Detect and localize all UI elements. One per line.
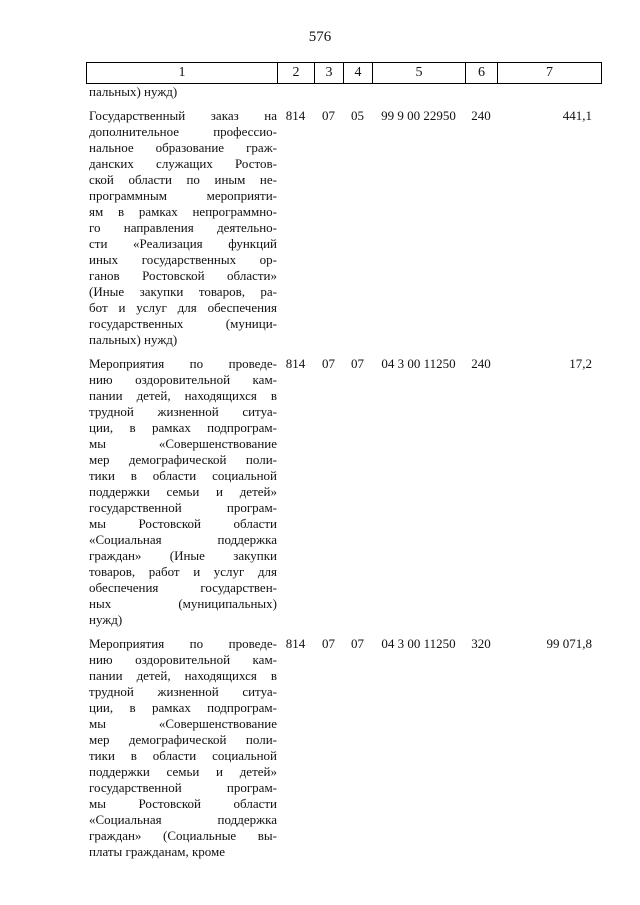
code-subsection: 07 (351, 636, 364, 651)
description-line: ных (муниципальных) (89, 596, 277, 611)
description-line: иных государственных ор- (89, 252, 277, 267)
amount: 99 071,8 (546, 636, 592, 651)
code-target-article: 04 3 00 11250 (381, 636, 456, 651)
header-row (87, 63, 602, 84)
description-line: трудной жизненной ситуа- (89, 684, 277, 699)
description-line: обеспечения государствен- (89, 580, 277, 595)
description-line: «Социальная поддержка (89, 812, 277, 827)
header-col-1: 1 (87, 63, 278, 84)
table-body (86, 84, 601, 860)
description-line: нию оздоровительной кам- (89, 372, 277, 387)
description-line: пании детей, находящихся в (89, 388, 277, 403)
description-line: мер демографической поли- (89, 452, 277, 467)
description-line: государственной програм- (89, 780, 277, 795)
amount: 17,2 (569, 356, 592, 371)
header-col-4: 4 (344, 63, 373, 84)
table-row (86, 636, 601, 860)
code-ministry: 814 (285, 356, 306, 371)
table-row (86, 356, 601, 628)
description-line: государственных (муници- (89, 316, 277, 331)
description-line: граждан» (Социальные вы- (89, 828, 277, 843)
description-line: мы Ростовской области (89, 516, 277, 531)
code-ministry: 814 (285, 108, 306, 123)
description-line: государственной програм- (89, 500, 277, 515)
description-line: ции, в рамках подпрограм- (89, 700, 277, 715)
description-line: поддержки семьи и детей» (89, 764, 277, 779)
description-line: мы Ростовской области (89, 796, 277, 811)
description-line: трудной жизненной ситуа- (89, 404, 277, 419)
description-line: ям в рамках непрограммно- (89, 204, 277, 219)
description-line: нужд) (89, 612, 123, 627)
description-line: платы гражданам, кроме (89, 844, 226, 859)
carry-over-text: пальных) нужд) (89, 84, 178, 99)
code-section: 07 (322, 108, 335, 123)
description-line: Мероприятия по проведе- (89, 356, 277, 371)
header-col-5: 5 (373, 63, 466, 84)
header-col-7: 7 (498, 63, 602, 84)
code-section: 07 (322, 356, 335, 371)
description-line: дополнительное профессио- (89, 124, 277, 139)
description-line: сти «Реализация функций (89, 236, 277, 251)
code-subsection: 05 (351, 108, 364, 123)
description-line: мы «Совершенствование (89, 716, 277, 731)
description-line: Мероприятия по проведе- (89, 636, 277, 651)
description-line: данских служащих Ростов- (89, 156, 277, 171)
description-line: ции, в рамках подпрограм- (89, 420, 277, 435)
code-section: 07 (322, 636, 335, 651)
description-line: пании детей, находящихся в (89, 668, 277, 683)
description-line: товаров, работ и услуг для (89, 564, 277, 579)
description-line: мер демографической поли- (89, 732, 277, 747)
row-description (86, 636, 277, 860)
carry-over-row (86, 84, 601, 100)
table-header (86, 62, 602, 84)
description-line: тики в области социальной (89, 748, 277, 763)
description-line: «Социальная поддержка (89, 532, 277, 547)
page-number: 576 (308, 29, 332, 45)
code-expense-type: 240 (471, 108, 491, 123)
description-line: ской области по иным не- (89, 172, 277, 187)
description-line: ганов Ростовской области» (89, 268, 277, 283)
code-subsection: 07 (351, 356, 364, 371)
table-row (86, 108, 601, 348)
row-description (86, 108, 277, 348)
row-description (86, 356, 277, 628)
code-target-article: 04 3 00 11250 (381, 356, 456, 371)
header-col-2: 2 (278, 63, 315, 84)
description-line: го направления деятельно- (89, 220, 277, 235)
amount: 441,1 (562, 108, 592, 123)
code-target-article: 99 9 00 22950 (381, 108, 456, 123)
code-expense-type: 320 (471, 636, 491, 651)
description-line: пальных) нужд) (89, 332, 178, 347)
description-line: поддержки семьи и детей» (89, 484, 277, 499)
description-line: бот и услуг для обеспечения (89, 300, 277, 315)
description-line: тики в области социальной (89, 468, 277, 483)
description-line: нию оздоровительной кам- (89, 652, 277, 667)
description-line: мы «Совершенствование (89, 436, 277, 451)
header-col-3: 3 (315, 63, 344, 84)
description-line: Государственный заказ на (89, 108, 277, 123)
description-line: граждан» (Иные закупки (89, 548, 277, 563)
description-line: программным мероприяти- (89, 188, 277, 203)
description-line: нальное образование граж- (89, 140, 277, 155)
description-line: (Иные закупки товаров, ра- (89, 284, 277, 299)
code-expense-type: 240 (471, 356, 491, 371)
code-ministry: 814 (285, 636, 306, 651)
header-col-6: 6 (466, 63, 498, 84)
